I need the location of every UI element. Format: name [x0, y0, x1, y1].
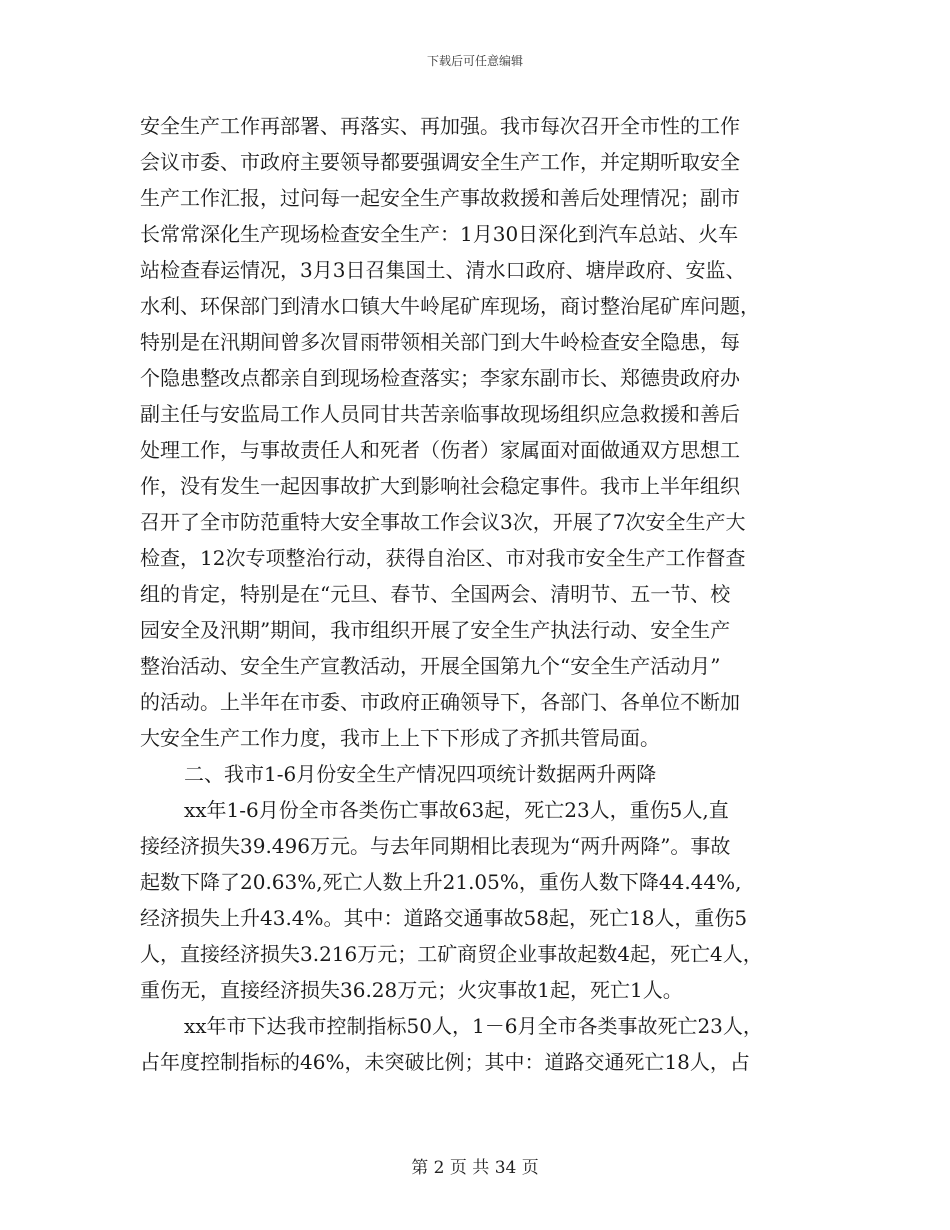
- text-line: 二、我市1-6月份安全生产情况四项统计数据两升两降: [184, 762, 657, 786]
- text-line: 副主任与安监局工作人员同甘共苦亲临事故现场组织应急救援和善后: [140, 402, 740, 426]
- document-body: [140, 108, 830, 1080]
- text-line: xx年市下达我市控制指标50人，1－6月全市各类事故死亡23人，: [184, 1014, 763, 1038]
- text-line: 占年度控制指标的46%，未突破比例；其中：道路交通死亡18人，占: [140, 1050, 750, 1074]
- text-line: 作，没有发生一起因事故扩大到影响社会稳定事件。我市上半年组织: [140, 474, 740, 498]
- text-line: 大安全生产工作力度，我市上上下下形成了齐抓共管局面。: [140, 726, 660, 750]
- text-line: 站检查春运情况，3月3日召集国土、清水口政府、塘岸政府、安监、: [140, 258, 746, 282]
- text-line: 个隐患整改点都亲自到现场检查落实；李家东副市长、郑德贵政府办: [140, 366, 740, 390]
- text-line: 园安全及汛期”期间，我市组织开展了安全生产执法行动、安全生产: [140, 618, 731, 642]
- text-line: 经济损失上升43.4%。其中：道路交通事故58起，死亡18人，重伤5: [140, 906, 748, 930]
- text-line: 组的肯定，特别是在“元旦、春节、全国两会、清明节、五一节、校: [140, 582, 731, 606]
- text-line: 召开了全市防范重特大安全事故工作会议3次，开展了7次安全生产大: [140, 510, 746, 534]
- text-line: 特别是在汛期间曾多次冒雨带领相关部门到大牛岭检查安全隐患，每: [140, 330, 740, 354]
- text-line: 检查，12次专项整治行动，获得自治区、市对我市安全生产工作督查: [140, 546, 746, 570]
- text-line: 生产工作汇报，过问每一起安全生产事故救援和善后处理情况；副市: [140, 186, 740, 210]
- text-line: 人，直接经济损失3.216万元；工矿商贸企业事故起数4起，死亡4人，: [140, 942, 763, 966]
- text-line: 重伤无，直接经济损失36.28万元；火灾事故1起，死亡1人。: [140, 978, 683, 1002]
- text-line: 会议市委、市政府主要领导都要强调安全生产工作，并定期听取安全: [140, 150, 740, 174]
- text-line: 水利、环保部门到清水口镇大牛岭尾矿库现场，商讨整治尾矿库问题，: [140, 294, 760, 318]
- text-line: 起数下降了20.63%,死亡人数上升21.05%，重伤人数下降44.44%,: [140, 870, 742, 894]
- text-line: 安全生产工作再部署、再落实、再加强。我市每次召开全市性的工作: [140, 114, 740, 138]
- text-line: xx年1-6月份全市各类伤亡事故63起，死亡23人，重伤5人,直: [184, 798, 729, 822]
- page-header-note: 下载后可任意编辑: [426, 54, 523, 68]
- text-line: 的活动。上半年在市委、市政府正确领导下，各部门、各单位不断加: [140, 690, 740, 714]
- text-line: 长常常深化生产现场检查安全生产：1月30日深化到汽车总站、火车: [140, 222, 739, 246]
- page-footer: 第 2 页 共 34 页: [411, 1158, 539, 1178]
- text-line: 整治活动、安全生产宣教活动，开展全国第九个“安全生产活动月”: [140, 654, 721, 678]
- text-line: 处理工作，与事故责任人和死者（伤者）家属面对面做通双方思想工: [140, 438, 740, 462]
- text-line: 接经济损失39.496万元。与去年同期相比表现为“两升两降”。事故: [140, 834, 731, 858]
